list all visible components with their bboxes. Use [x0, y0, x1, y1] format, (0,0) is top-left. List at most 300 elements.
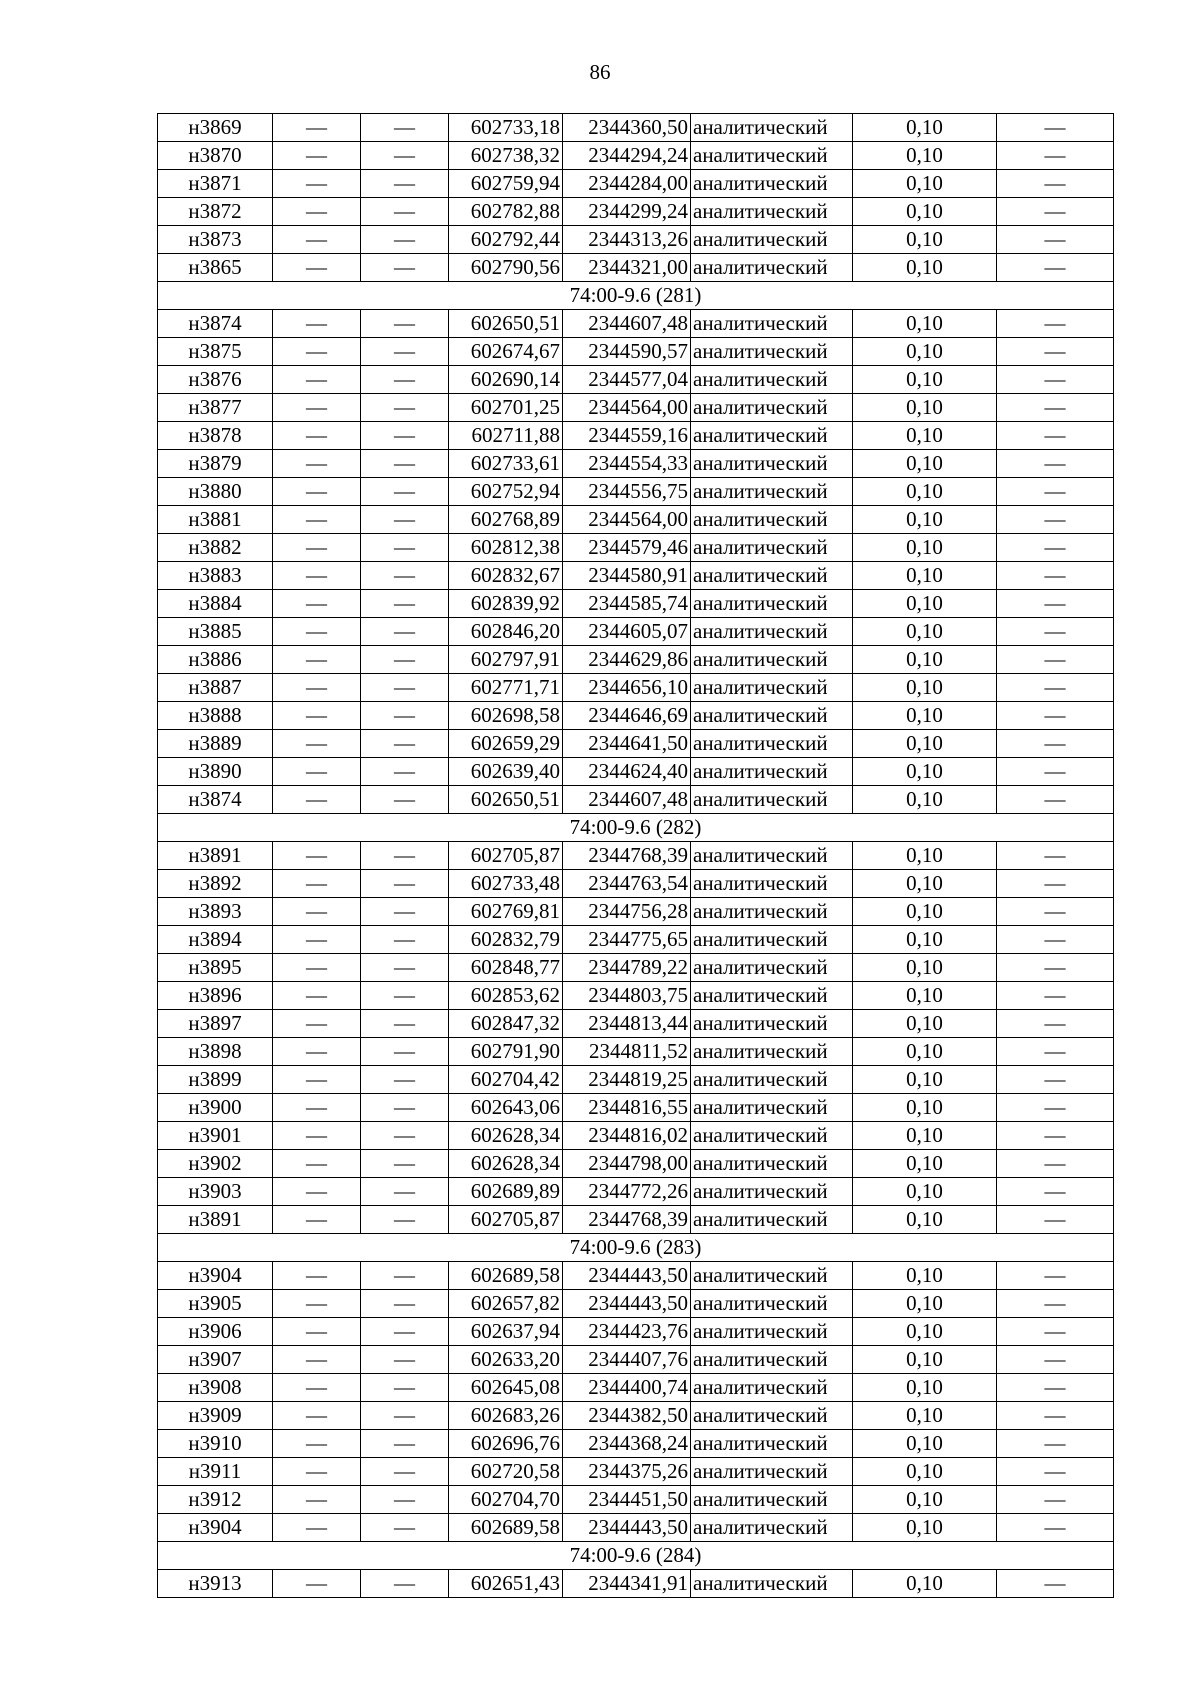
y-coordinate-cell: 2344624,40: [563, 758, 691, 786]
old-y-cell: —: [361, 338, 449, 366]
old-y-cell: —: [361, 1570, 449, 1598]
old-y-cell: —: [361, 1178, 449, 1206]
point-id-cell: н3894: [158, 926, 273, 954]
y-coordinate-cell: 2344819,25: [563, 1066, 691, 1094]
method-cell: аналитический: [691, 1346, 853, 1374]
old-y-cell: —: [361, 1458, 449, 1486]
old-x-cell: —: [273, 562, 361, 590]
method-cell: аналитический: [691, 730, 853, 758]
accuracy-cell: 0,10: [853, 1402, 997, 1430]
x-coordinate-cell: 602628,34: [449, 1122, 563, 1150]
old-x-cell: —: [273, 310, 361, 338]
table-row: [158, 198, 1114, 226]
method-cell: аналитический: [691, 450, 853, 478]
old-x-cell: —: [273, 254, 361, 282]
y-coordinate-cell: 2344816,55: [563, 1094, 691, 1122]
method-cell: аналитический: [691, 898, 853, 926]
old-y-cell: —: [361, 898, 449, 926]
y-coordinate-cell: 2344375,26: [563, 1458, 691, 1486]
table-row: [158, 422, 1114, 450]
x-coordinate-cell: 602738,32: [449, 142, 563, 170]
y-coordinate-cell: 2344811,52: [563, 1038, 691, 1066]
method-cell: аналитический: [691, 1178, 853, 1206]
y-coordinate-cell: 2344803,75: [563, 982, 691, 1010]
accuracy-cell: 0,10: [853, 1290, 997, 1318]
method-cell: аналитический: [691, 758, 853, 786]
old-x-cell: —: [273, 1010, 361, 1038]
table-row: [158, 478, 1114, 506]
old-x-cell: —: [273, 394, 361, 422]
point-id-cell: н3888: [158, 702, 273, 730]
x-coordinate-cell: 602704,42: [449, 1066, 563, 1094]
point-id-cell: н3909: [158, 1402, 273, 1430]
accuracy-cell: 0,10: [853, 1430, 997, 1458]
old-y-cell: —: [361, 226, 449, 254]
y-coordinate-cell: 2344789,22: [563, 954, 691, 982]
description-cell: —: [997, 1094, 1114, 1122]
old-y-cell: —: [361, 1430, 449, 1458]
table-row: [158, 1374, 1114, 1402]
old-x-cell: —: [273, 198, 361, 226]
description-cell: —: [997, 1150, 1114, 1178]
y-coordinate-cell: 2344400,74: [563, 1374, 691, 1402]
x-coordinate-cell: 602674,67: [449, 338, 563, 366]
old-y-cell: —: [361, 702, 449, 730]
table-row: [158, 730, 1114, 758]
y-coordinate-cell: 2344559,16: [563, 422, 691, 450]
old-x-cell: —: [273, 1262, 361, 1290]
description-cell: —: [997, 1262, 1114, 1290]
old-y-cell: —: [361, 142, 449, 170]
method-cell: аналитический: [691, 506, 853, 534]
point-id-cell: н3899: [158, 1066, 273, 1094]
old-y-cell: —: [361, 254, 449, 282]
accuracy-cell: 0,10: [853, 422, 997, 450]
accuracy-cell: 0,10: [853, 1206, 997, 1234]
old-x-cell: —: [273, 1570, 361, 1598]
y-coordinate-cell: 2344443,50: [563, 1290, 691, 1318]
table-row: [158, 1514, 1114, 1542]
point-id-cell: н3905: [158, 1290, 273, 1318]
y-coordinate-cell: 2344284,00: [563, 170, 691, 198]
page-number: 86: [589, 60, 611, 84]
x-coordinate-cell: 602683,26: [449, 1402, 563, 1430]
section-title: 74:00-9.6 (281): [158, 282, 1114, 310]
point-id-cell: н3904: [158, 1262, 273, 1290]
description-cell: —: [997, 254, 1114, 282]
old-y-cell: —: [361, 1374, 449, 1402]
description-cell: —: [997, 702, 1114, 730]
description-cell: —: [997, 394, 1114, 422]
y-coordinate-cell: 2344585,74: [563, 590, 691, 618]
point-id-cell: н3892: [158, 870, 273, 898]
y-coordinate-cell: 2344816,02: [563, 1122, 691, 1150]
x-coordinate-cell: 602847,32: [449, 1010, 563, 1038]
description-cell: —: [997, 758, 1114, 786]
table-row: [158, 1206, 1114, 1234]
old-y-cell: —: [361, 422, 449, 450]
method-cell: аналитический: [691, 534, 853, 562]
method-cell: аналитический: [691, 590, 853, 618]
old-x-cell: —: [273, 1402, 361, 1430]
point-id-cell: н3887: [158, 674, 273, 702]
method-cell: аналитический: [691, 646, 853, 674]
y-coordinate-cell: 2344407,76: [563, 1346, 691, 1374]
point-id-cell: н3906: [158, 1318, 273, 1346]
method-cell: аналитический: [691, 1122, 853, 1150]
accuracy-cell: 0,10: [853, 926, 997, 954]
point-id-cell: н3869: [158, 114, 273, 142]
description-cell: —: [997, 730, 1114, 758]
old-y-cell: —: [361, 534, 449, 562]
description-cell: —: [997, 226, 1114, 254]
point-id-cell: н3911: [158, 1458, 273, 1486]
old-y-cell: —: [361, 1066, 449, 1094]
point-id-cell: н3873: [158, 226, 273, 254]
x-coordinate-cell: 602659,29: [449, 730, 563, 758]
method-cell: аналитический: [691, 1290, 853, 1318]
description-cell: —: [997, 310, 1114, 338]
table-row: [158, 142, 1114, 170]
old-y-cell: —: [361, 1150, 449, 1178]
x-coordinate-cell: 602705,87: [449, 1206, 563, 1234]
old-x-cell: —: [273, 702, 361, 730]
old-x-cell: —: [273, 842, 361, 870]
method-cell: аналитический: [691, 562, 853, 590]
old-x-cell: —: [273, 954, 361, 982]
description-cell: —: [997, 338, 1114, 366]
old-x-cell: —: [273, 1486, 361, 1514]
description-cell: —: [997, 926, 1114, 954]
x-coordinate-cell: 602643,06: [449, 1094, 563, 1122]
old-y-cell: —: [361, 1010, 449, 1038]
accuracy-cell: 0,10: [853, 730, 997, 758]
description-cell: —: [997, 1290, 1114, 1318]
x-coordinate-cell: 602782,88: [449, 198, 563, 226]
point-id-cell: н3898: [158, 1038, 273, 1066]
y-coordinate-cell: 2344554,33: [563, 450, 691, 478]
description-cell: —: [997, 590, 1114, 618]
old-y-cell: —: [361, 646, 449, 674]
y-coordinate-cell: 2344443,50: [563, 1514, 691, 1542]
description-cell: —: [997, 1458, 1114, 1486]
table-row: [158, 1430, 1114, 1458]
accuracy-cell: 0,10: [853, 646, 997, 674]
description-cell: —: [997, 1402, 1114, 1430]
point-id-cell: н3882: [158, 534, 273, 562]
accuracy-cell: 0,10: [853, 1010, 997, 1038]
method-cell: аналитический: [691, 1206, 853, 1234]
method-cell: аналитический: [691, 254, 853, 282]
table-row: [158, 1486, 1114, 1514]
table-row: [158, 898, 1114, 926]
x-coordinate-cell: 602645,08: [449, 1374, 563, 1402]
table-row: [158, 590, 1114, 618]
old-x-cell: —: [273, 1094, 361, 1122]
table-row: [158, 786, 1114, 814]
accuracy-cell: 0,10: [853, 898, 997, 926]
old-x-cell: —: [273, 926, 361, 954]
table-row: [158, 926, 1114, 954]
description-cell: —: [997, 674, 1114, 702]
table-row: [158, 1346, 1114, 1374]
accuracy-cell: 0,10: [853, 1262, 997, 1290]
table-body: [158, 114, 1114, 1598]
old-y-cell: —: [361, 1206, 449, 1234]
x-coordinate-cell: 602733,18: [449, 114, 563, 142]
method-cell: аналитический: [691, 198, 853, 226]
point-id-cell: н3865: [158, 254, 273, 282]
accuracy-cell: 0,10: [853, 506, 997, 534]
accuracy-cell: 0,10: [853, 1178, 997, 1206]
x-coordinate-cell: 602812,38: [449, 534, 563, 562]
table-row: [158, 1262, 1114, 1290]
table-row: [158, 254, 1114, 282]
description-cell: —: [997, 618, 1114, 646]
section-header-row: [158, 282, 1114, 310]
x-coordinate-cell: 602733,61: [449, 450, 563, 478]
x-coordinate-cell: 602633,20: [449, 1346, 563, 1374]
method-cell: аналитический: [691, 618, 853, 646]
x-coordinate-cell: 602705,87: [449, 842, 563, 870]
accuracy-cell: 0,10: [853, 142, 997, 170]
x-coordinate-cell: 602704,70: [449, 1486, 563, 1514]
old-y-cell: —: [361, 170, 449, 198]
old-y-cell: —: [361, 786, 449, 814]
point-id-cell: н3893: [158, 898, 273, 926]
point-id-cell: н3875: [158, 338, 273, 366]
x-coordinate-cell: 602768,89: [449, 506, 563, 534]
old-y-cell: —: [361, 590, 449, 618]
accuracy-cell: 0,10: [853, 842, 997, 870]
old-x-cell: —: [273, 1346, 361, 1374]
old-y-cell: —: [361, 1514, 449, 1542]
point-id-cell: н3877: [158, 394, 273, 422]
point-id-cell: н3879: [158, 450, 273, 478]
old-x-cell: —: [273, 338, 361, 366]
method-cell: аналитический: [691, 1010, 853, 1038]
y-coordinate-cell: 2344341,91: [563, 1570, 691, 1598]
section-title: 74:00-9.6 (284): [158, 1542, 1114, 1570]
accuracy-cell: 0,10: [853, 254, 997, 282]
table-row: [158, 114, 1114, 142]
x-coordinate-cell: 602846,20: [449, 618, 563, 646]
y-coordinate-cell: 2344580,91: [563, 562, 691, 590]
x-coordinate-cell: 602771,71: [449, 674, 563, 702]
description-cell: —: [997, 646, 1114, 674]
y-coordinate-cell: 2344313,26: [563, 226, 691, 254]
point-id-cell: н3890: [158, 758, 273, 786]
description-cell: —: [997, 786, 1114, 814]
x-coordinate-cell: 602839,92: [449, 590, 563, 618]
table-row: [158, 534, 1114, 562]
table-row: [158, 982, 1114, 1010]
method-cell: аналитический: [691, 366, 853, 394]
y-coordinate-cell: 2344294,24: [563, 142, 691, 170]
table-row: [158, 310, 1114, 338]
x-coordinate-cell: 602689,89: [449, 1178, 563, 1206]
old-x-cell: —: [273, 170, 361, 198]
y-coordinate-cell: 2344656,10: [563, 674, 691, 702]
old-y-cell: —: [361, 310, 449, 338]
old-x-cell: —: [273, 870, 361, 898]
description-cell: —: [997, 898, 1114, 926]
point-id-cell: н3886: [158, 646, 273, 674]
description-cell: —: [997, 1514, 1114, 1542]
x-coordinate-cell: 602733,48: [449, 870, 563, 898]
method-cell: аналитический: [691, 954, 853, 982]
y-coordinate-cell: 2344590,57: [563, 338, 691, 366]
description-cell: —: [997, 506, 1114, 534]
table-row: [158, 870, 1114, 898]
x-coordinate-cell: 602797,91: [449, 646, 563, 674]
point-id-cell: н3895: [158, 954, 273, 982]
old-y-cell: —: [361, 562, 449, 590]
old-y-cell: —: [361, 366, 449, 394]
point-id-cell: н3876: [158, 366, 273, 394]
method-cell: аналитический: [691, 982, 853, 1010]
old-x-cell: —: [273, 114, 361, 142]
x-coordinate-cell: 602690,14: [449, 366, 563, 394]
old-y-cell: —: [361, 1346, 449, 1374]
accuracy-cell: 0,10: [853, 562, 997, 590]
y-coordinate-cell: 2344646,69: [563, 702, 691, 730]
old-x-cell: —: [273, 450, 361, 478]
y-coordinate-cell: 2344641,50: [563, 730, 691, 758]
table-row: [158, 1010, 1114, 1038]
accuracy-cell: 0,10: [853, 702, 997, 730]
x-coordinate-cell: 602711,88: [449, 422, 563, 450]
y-coordinate-cell: 2344607,48: [563, 786, 691, 814]
y-coordinate-cell: 2344756,28: [563, 898, 691, 926]
x-coordinate-cell: 602639,40: [449, 758, 563, 786]
point-id-cell: н3871: [158, 170, 273, 198]
y-coordinate-cell: 2344321,00: [563, 254, 691, 282]
old-y-cell: —: [361, 870, 449, 898]
accuracy-cell: 0,10: [853, 478, 997, 506]
accuracy-cell: 0,10: [853, 198, 997, 226]
accuracy-cell: 0,10: [853, 758, 997, 786]
point-id-cell: н3884: [158, 590, 273, 618]
y-coordinate-cell: 2344605,07: [563, 618, 691, 646]
old-y-cell: —: [361, 198, 449, 226]
method-cell: аналитический: [691, 226, 853, 254]
accuracy-cell: 0,10: [853, 338, 997, 366]
y-coordinate-cell: 2344813,44: [563, 1010, 691, 1038]
method-cell: аналитический: [691, 1374, 853, 1402]
old-y-cell: —: [361, 954, 449, 982]
x-coordinate-cell: 602791,90: [449, 1038, 563, 1066]
description-cell: —: [997, 842, 1114, 870]
old-x-cell: —: [273, 506, 361, 534]
old-x-cell: —: [273, 898, 361, 926]
method-cell: аналитический: [691, 1458, 853, 1486]
description-cell: —: [997, 1570, 1114, 1598]
y-coordinate-cell: 2344360,50: [563, 114, 691, 142]
x-coordinate-cell: 602650,51: [449, 786, 563, 814]
method-cell: аналитический: [691, 142, 853, 170]
accuracy-cell: 0,10: [853, 590, 997, 618]
old-x-cell: —: [273, 1178, 361, 1206]
description-cell: —: [997, 1318, 1114, 1346]
x-coordinate-cell: 602792,44: [449, 226, 563, 254]
x-coordinate-cell: 602790,56: [449, 254, 563, 282]
table-row: [158, 1458, 1114, 1486]
description-cell: —: [997, 534, 1114, 562]
point-id-cell: н3883: [158, 562, 273, 590]
x-coordinate-cell: 602628,34: [449, 1150, 563, 1178]
point-id-cell: н3901: [158, 1122, 273, 1150]
section-header-row: [158, 814, 1114, 842]
old-x-cell: —: [273, 1318, 361, 1346]
accuracy-cell: 0,10: [853, 310, 997, 338]
old-x-cell: —: [273, 618, 361, 646]
old-x-cell: —: [273, 1206, 361, 1234]
accuracy-cell: 0,10: [853, 1318, 997, 1346]
table-row: [158, 702, 1114, 730]
old-y-cell: —: [361, 506, 449, 534]
old-y-cell: —: [361, 1318, 449, 1346]
point-id-cell: н3910: [158, 1430, 273, 1458]
table-row: [158, 1402, 1114, 1430]
method-cell: аналитический: [691, 1514, 853, 1542]
table-row: [158, 506, 1114, 534]
old-y-cell: —: [361, 842, 449, 870]
description-cell: —: [997, 1374, 1114, 1402]
accuracy-cell: 0,10: [853, 114, 997, 142]
method-cell: аналитический: [691, 338, 853, 366]
table-row: [158, 1066, 1114, 1094]
old-x-cell: —: [273, 1430, 361, 1458]
accuracy-cell: 0,10: [853, 1094, 997, 1122]
description-cell: —: [997, 1430, 1114, 1458]
x-coordinate-cell: 602657,82: [449, 1290, 563, 1318]
method-cell: аналитический: [691, 1486, 853, 1514]
description-cell: —: [997, 478, 1114, 506]
y-coordinate-cell: 2344768,39: [563, 842, 691, 870]
y-coordinate-cell: 2344299,24: [563, 198, 691, 226]
x-coordinate-cell: 602701,25: [449, 394, 563, 422]
y-coordinate-cell: 2344798,00: [563, 1150, 691, 1178]
y-coordinate-cell: 2344579,46: [563, 534, 691, 562]
description-cell: —: [997, 1122, 1114, 1150]
table-row: [158, 562, 1114, 590]
old-y-cell: —: [361, 926, 449, 954]
point-id-cell: н3880: [158, 478, 273, 506]
description-cell: —: [997, 1038, 1114, 1066]
description-cell: —: [997, 1010, 1114, 1038]
old-x-cell: —: [273, 1066, 361, 1094]
method-cell: аналитический: [691, 1094, 853, 1122]
section-header-row: [158, 1542, 1114, 1570]
x-coordinate-cell: 602698,58: [449, 702, 563, 730]
point-id-cell: н3881: [158, 506, 273, 534]
description-cell: —: [997, 1346, 1114, 1374]
y-coordinate-cell: 2344772,26: [563, 1178, 691, 1206]
point-id-cell: н3904: [158, 1514, 273, 1542]
x-coordinate-cell: 602720,58: [449, 1458, 563, 1486]
old-x-cell: —: [273, 366, 361, 394]
table-row: [158, 226, 1114, 254]
old-y-cell: —: [361, 394, 449, 422]
point-id-cell: н3885: [158, 618, 273, 646]
old-x-cell: —: [273, 1458, 361, 1486]
description-cell: —: [997, 366, 1114, 394]
accuracy-cell: 0,10: [853, 954, 997, 982]
accuracy-cell: 0,10: [853, 870, 997, 898]
old-x-cell: —: [273, 142, 361, 170]
old-x-cell: —: [273, 1150, 361, 1178]
